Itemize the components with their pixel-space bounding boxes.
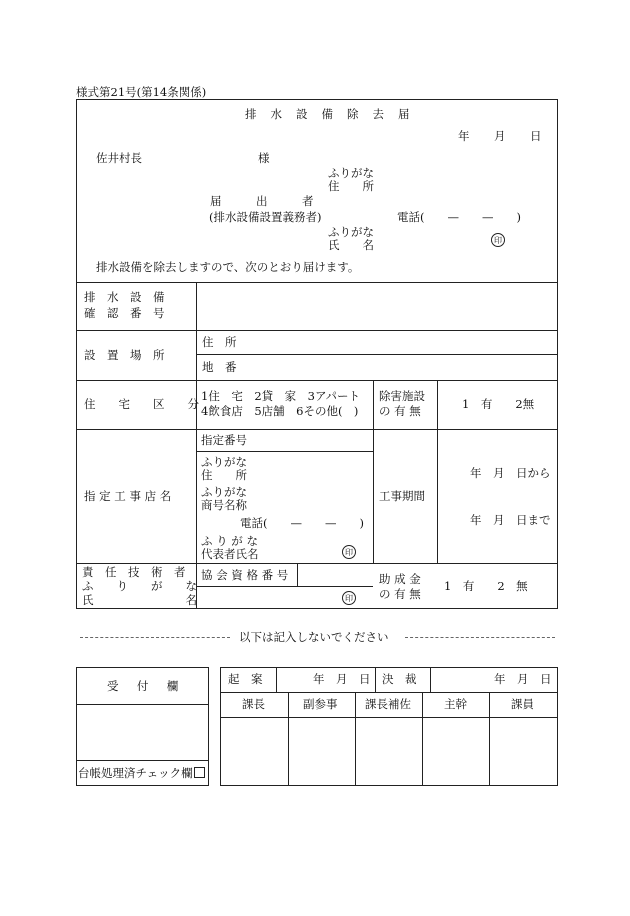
ledger-check[interactable] xyxy=(78,767,205,780)
confirm-label-1: 排 水 設 備 xyxy=(84,290,165,304)
location-address-label: 住 所 xyxy=(202,335,237,349)
notifier-furigana-label: ふりがな xyxy=(328,166,374,180)
draft-label: 起 案 xyxy=(228,672,263,686)
statement: 排水設備を除去しますので、次のとおり届けます。 xyxy=(96,260,360,274)
notifier-furigana2-label: ふりがな xyxy=(328,225,374,239)
notifier-address-label: 住 所 xyxy=(328,179,374,193)
notifier-name-label: 氏 名 xyxy=(328,238,374,252)
notifier-label: 届 出 者 xyxy=(210,194,314,208)
decision-label: 決 裁 xyxy=(382,672,417,686)
separator-dash-left xyxy=(80,637,230,638)
draft-date[interactable]: 年 月 日 xyxy=(313,672,371,686)
notifier-seal-icon xyxy=(491,233,505,247)
approver-1: 課長 xyxy=(242,697,265,711)
assoc-no-label: 協 会 資 格 番 号 xyxy=(201,568,289,582)
addressee-honorific: 様 xyxy=(258,151,270,165)
location-label: 設 置 場 所 xyxy=(84,348,165,362)
contractor-rep-label: 代表者氏名 xyxy=(201,547,259,561)
contractor-phone[interactable]: 電話( — — ) xyxy=(240,516,364,530)
period-label: 工事期間 xyxy=(379,489,425,503)
subsidy-label-1: 助 成 金 xyxy=(379,572,421,586)
contractor-address-label: 住 所 xyxy=(201,468,247,482)
contractor-seal-icon xyxy=(342,545,356,559)
contractor-furigana2-label: ふりがな xyxy=(201,485,247,499)
notifier-role: (排水設備設置義務者) xyxy=(209,210,322,224)
contractor-label: 指 定 工 事 店 名 xyxy=(84,489,172,503)
date-month[interactable]: 月 xyxy=(494,129,506,143)
approver-3: 課長補佐 xyxy=(365,697,411,711)
approver-2: 副参事 xyxy=(303,697,338,711)
approver-4: 主幹 xyxy=(444,697,467,711)
engineer-label-1: 責 任 技 術 者 xyxy=(82,565,186,579)
subsidy-label-2: の 有 無 xyxy=(379,587,421,601)
contractor-furigana3-label: ふ り が な xyxy=(201,534,258,548)
date-day[interactable]: 日 xyxy=(530,129,542,143)
approver-5: 課員 xyxy=(511,697,534,711)
period-to[interactable]: 年 月 日まで xyxy=(470,513,551,527)
hazard-label-2: の 有 無 xyxy=(379,404,421,418)
designated-no-label: 指定番号 xyxy=(201,433,247,447)
house-options-1[interactable]: 1住 宅 2貸 家 3アパート xyxy=(201,389,361,403)
form-number: 様式第21号(第14条関係) xyxy=(76,85,207,99)
contractor-furigana-label: ふりがな xyxy=(201,455,247,469)
hazard-label-1: 除害施設 xyxy=(379,389,425,403)
date-year[interactable]: 年 xyxy=(458,129,470,143)
confirm-label-2: 確 認 番 号 xyxy=(84,306,165,320)
form-title: 排 水 設 備 除 去 届 xyxy=(245,107,415,121)
hazard-options[interactable]: 1 有 2無 xyxy=(462,397,535,411)
contractor-trade-name-label: 商号名称 xyxy=(201,498,247,512)
decision-date[interactable]: 年 月 日 xyxy=(494,672,552,686)
ledger-checkbox[interactable] xyxy=(194,767,205,778)
ledger-check-label: 台帳処理済チェック欄 xyxy=(78,766,193,780)
engineer-label-2: ふ り が な xyxy=(82,579,197,593)
separator-dash-right xyxy=(405,637,555,638)
separator-text: 以下は記入しないでください xyxy=(239,630,389,644)
period-from[interactable]: 年 月 日から xyxy=(470,466,551,480)
addressee: 佐井村長 xyxy=(96,151,142,165)
subsidy-options[interactable]: 1 有 2 無 xyxy=(444,579,528,593)
engineer-label-3: 氏 名 xyxy=(82,593,197,607)
house-label: 住 宅 区 分 xyxy=(84,397,199,411)
notifier-phone[interactable]: 電話( — — ) xyxy=(397,210,521,224)
engineer-seal-icon xyxy=(342,591,356,605)
location-lot-label: 地 番 xyxy=(202,360,237,374)
receipt-label: 受 付 欄 xyxy=(107,679,182,693)
house-options-2[interactable]: 4飲食店 5店舗 6その他( ) xyxy=(201,404,359,418)
